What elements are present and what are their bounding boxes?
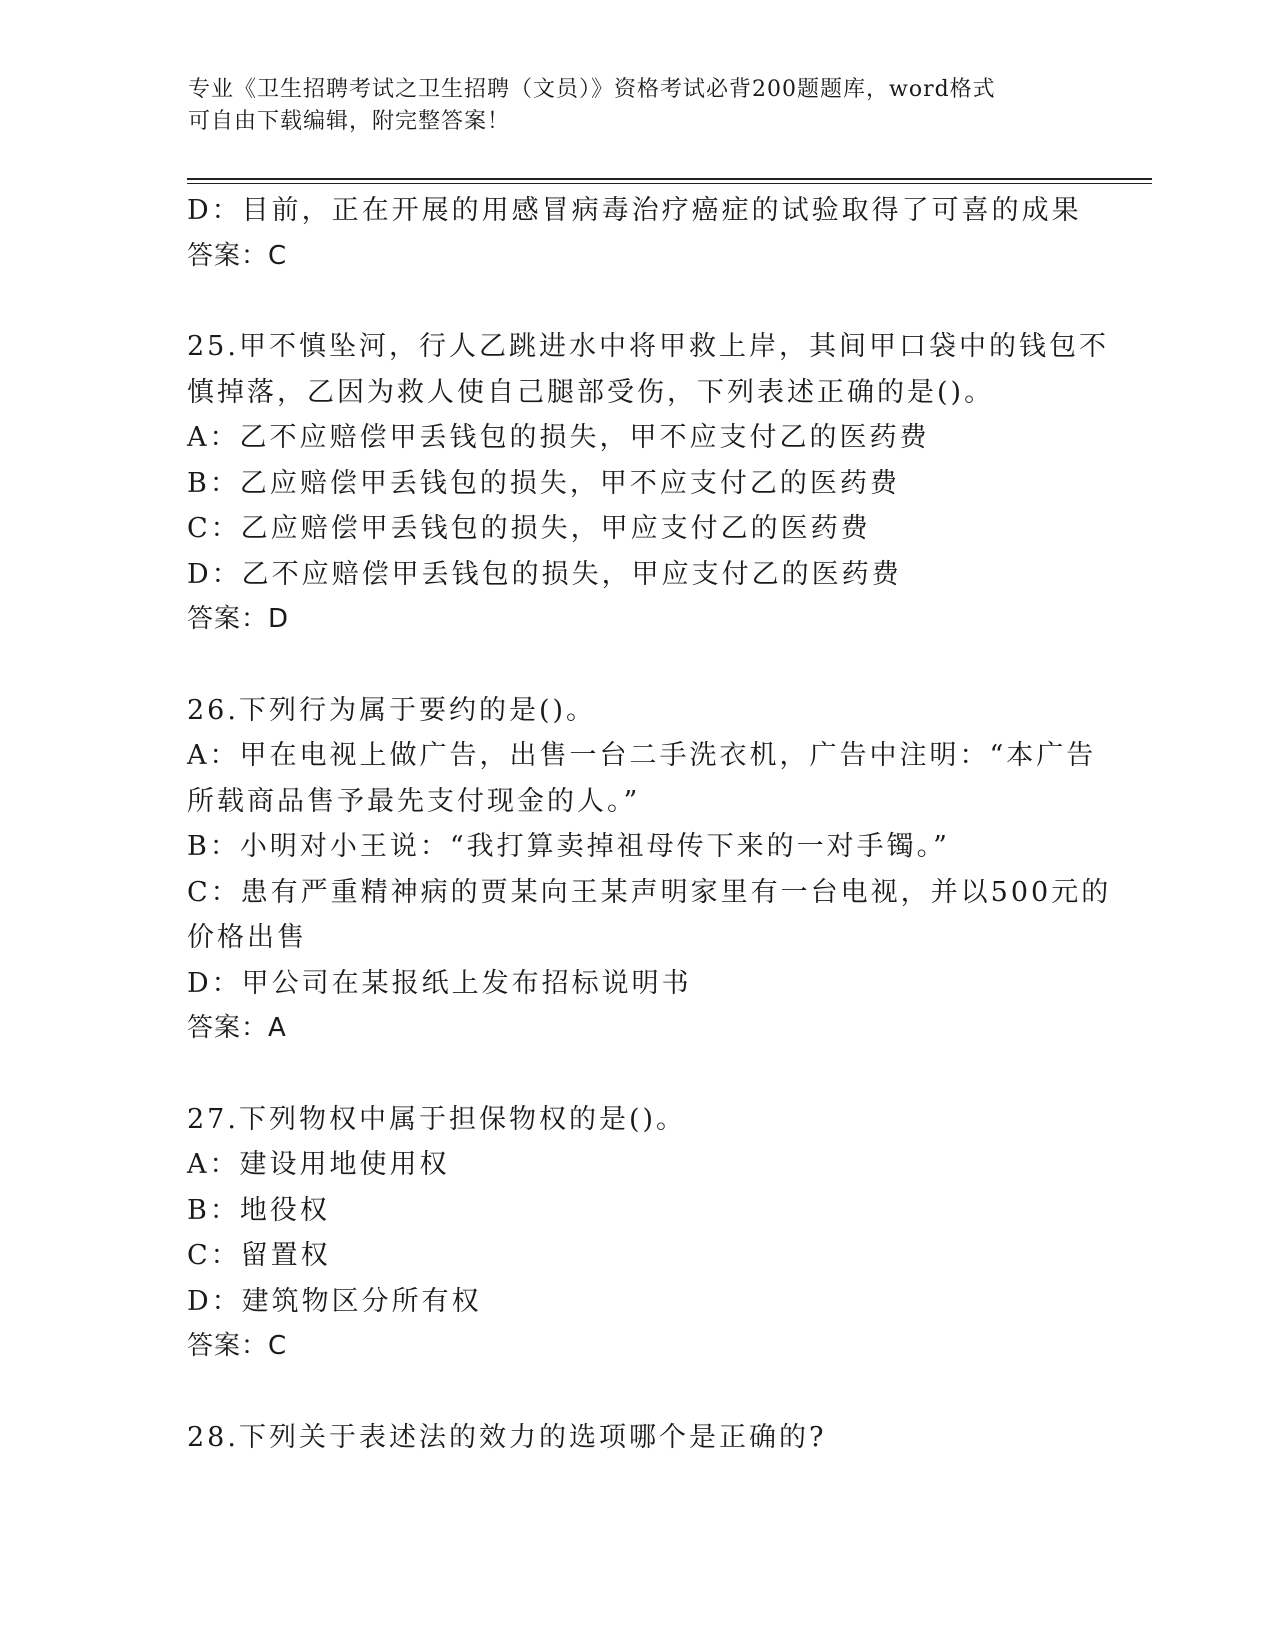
question-stem-continued: 慎掉落，乙因为救人使自己腿部受伤，下列表述正确的是()。 — [187, 376, 995, 408]
question-stem: 27.下列物权中属于担保物权的是()。 — [187, 1103, 687, 1135]
spacer — [187, 279, 1087, 324]
spacer — [187, 1052, 1087, 1097]
option-b: B：小明对小王说：“我打算卖掉祖母传下来的一对手镯。” — [187, 831, 950, 862]
option-a: A：乙不应赔偿甲丢钱包的损失，甲不应支付乙的医药费 — [187, 422, 930, 453]
option-d: D：乙不应赔偿甲丢钱包的损失，甲应支付乙的医药费 — [187, 558, 902, 590]
option-c: C：患有严重精神病的贾某向王某声明家里有一台电视，并以500元的 — [187, 876, 1112, 908]
spacer — [187, 1370, 1087, 1415]
header-divider-thick — [187, 178, 1152, 180]
option-a: A：建设用地使用权 — [187, 1149, 450, 1180]
previous-question-tail — [187, 188, 1087, 279]
option-c: C：乙应赔偿甲丢钱包的损失，甲应支付乙的医药费 — [187, 513, 871, 544]
option-c: C：留置权 — [187, 1240, 331, 1271]
option-b: B：地役权 — [187, 1194, 330, 1226]
option-d: D：建筑物区分所有权 — [187, 1285, 482, 1317]
answer: 答案：C — [187, 240, 288, 271]
option-b: B：乙应赔偿甲丢钱包的损失，甲不应支付乙的医药费 — [187, 467, 900, 499]
question-stem: 25.甲不慎坠河，行人乙跳进水中将甲救上岸，其间甲口袋中的钱包不 — [187, 331, 1109, 362]
question-28 — [187, 1415, 1087, 1461]
question-25 — [187, 324, 1109, 643]
question-stem: 26.下列行为属于要约的是()。 — [187, 694, 597, 726]
answer: 答案：C — [187, 1331, 288, 1361]
spacer — [187, 643, 1087, 688]
option-a-continued: 所载商品售予最先支付现金的人。” — [187, 785, 641, 817]
answer: 答案：D — [187, 604, 290, 634]
document-header — [188, 74, 1088, 138]
header-line-1: 专业《卫生招聘考试之卫生招聘（文员）》资格考试必背200题题库，word格式 — [188, 77, 996, 102]
option-a: A：甲在电视上做广告，出售一台二手洗衣机，广告中注明：“本广告 — [187, 740, 1097, 771]
option-d: D：甲公司在某报纸上发布招标说明书 — [187, 967, 692, 999]
document-body — [187, 188, 1112, 1460]
question-stem: 28.下列关于表述法的效力的选项哪个是正确的? — [187, 1421, 827, 1453]
header-divider-thin — [187, 183, 1152, 184]
header-line-2: 可自由下载编辑，附完整答案！ — [188, 109, 511, 134]
answer: 答案：A — [187, 1013, 287, 1043]
question-26 — [187, 688, 1112, 1052]
option-c-continued: 价格出售 — [187, 922, 307, 953]
option-d: D：目前，正在开展的用感冒病毒治疗癌症的试验取得了可喜的成果 — [187, 195, 1082, 226]
question-27 — [187, 1097, 1087, 1370]
